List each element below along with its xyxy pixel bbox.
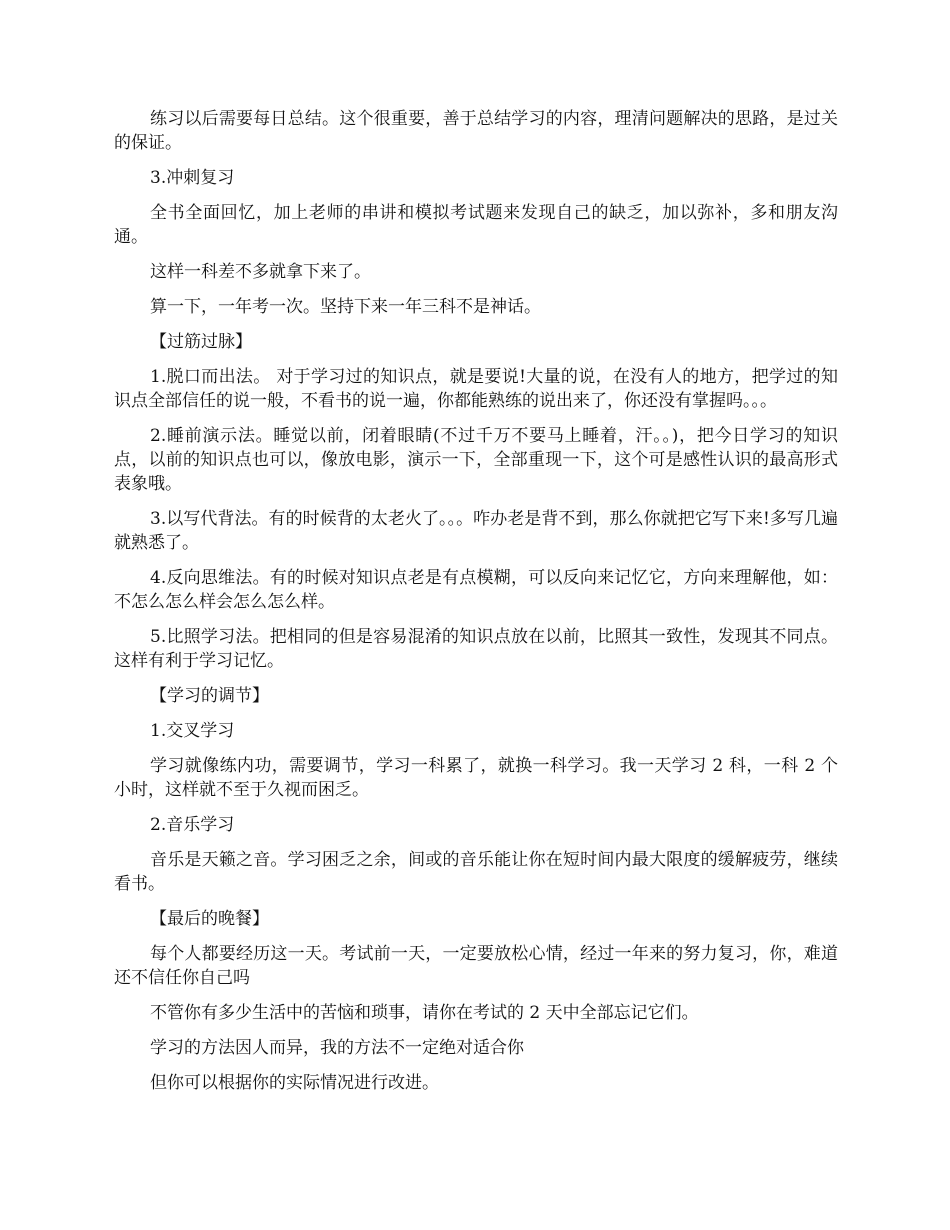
paragraph-method-speak: 1.脱口而出法。 对于学习过的知识点，就是要说!大量的说，在没有人的地方，把学过的知识点全部信任的说一般，不看书的说一遍，你都能熟练的说出来了，你还没有掌握吗。。。 — [114, 367, 838, 411]
paragraph-improve: 但你可以根据你的实际情况进行改进。 — [150, 1073, 439, 1093]
paragraph-one-subject: 这样一科差不多就拿下来了。 — [150, 262, 371, 282]
paragraph-cross-study: 学习就像练内功，需要调节，学习一科累了，就换一科学习。我一天学习 2 科，一科 2 个小时，这样就不至于久视而困乏。 — [114, 756, 838, 800]
paragraph-full-recall: 全书全面回忆，加上老师的串讲和模拟考试题来发现自己的缺乏，加以弥补，多和朋友沟通。 — [114, 203, 838, 247]
document-page — [114, 107, 838, 1106]
heading-last-supper: 【最后的晚餐】 — [150, 909, 269, 929]
paragraph-method-write: 3.以写代背法。有的时候背的太老火了。。。咋办老是背不到，那么你就把它写下来!多写几遍就熟悉了。 — [114, 509, 838, 553]
heading-cross-study: 1.交叉学习 — [150, 721, 235, 741]
paragraph-daily-summary: 练习以后需要每日总结。这个很重要，善于总结学习的内容，理清问题解决的思路，是过关的保证。 — [114, 109, 838, 153]
paragraph-methods-vary: 学习的方法因人而异，我的方法不一定绝对适合你 — [150, 1038, 524, 1058]
heading-study-adjustment: 【学习的调节】 — [150, 686, 269, 706]
paragraph-method-bedtime: 2.睡前演示法。睡觉以前，闭着眼睛(不过千万不要马上睡着，汗。。)，把今日学习的知识点，以前的知识点也可以，像放电影，演示一下，全部重现一下，这个可是感性认识的最高形式表象哦。 — [114, 426, 838, 494]
paragraph-method-reverse: 4.反向思维法。有的时候对知识点老是有点模糊，可以反向来记忆它，方向来理解他，如：不怎么怎么样会怎么怎么样。 — [114, 568, 838, 612]
paragraph-forget-worries: 不管你有多少生活中的苦恼和琐事，请你在考试的 2 天中全部忘记它们。 — [150, 1003, 699, 1023]
heading-sprint-review: 3.冲刺复习 — [150, 168, 235, 188]
paragraph-music-study: 音乐是天籁之音。学习困乏之余，间或的音乐能让你在短时间内最大限度的缓解疲劳，继续看书。 — [114, 850, 838, 894]
paragraph-method-compare: 5.比照学习法。把相同的但是容易混淆的知识点放在以前，比照其一致性，发现其不同点。这样有利于学习记忆。 — [114, 627, 838, 671]
heading-music-study: 2.音乐学习 — [150, 815, 235, 835]
paragraph-exam-eve: 每个人都要经历这一天。考试前一天，一定要放松心情，经过一年来的努力复习，你，难道还不信任你自己吗 — [114, 944, 838, 988]
paragraph-three-subjects: 算一下，一年考一次。坚持下来一年三科不是神话。 — [150, 297, 541, 317]
heading-review-methods: 【过筋过脉】 — [150, 332, 252, 352]
